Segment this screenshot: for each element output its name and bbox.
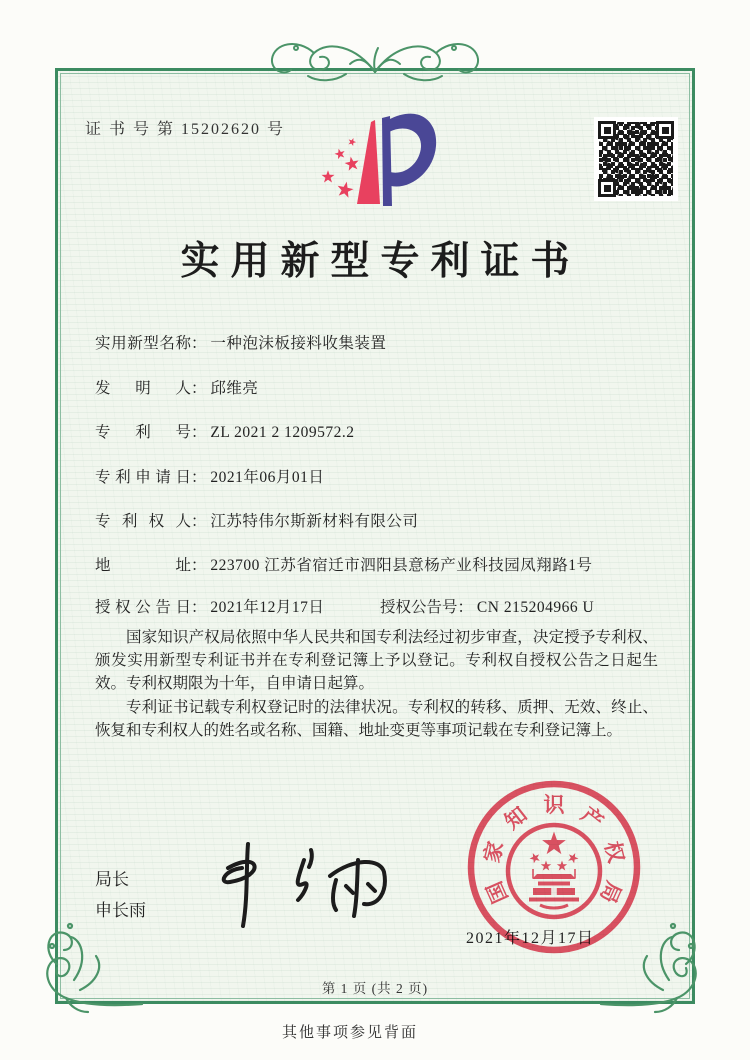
field-value: 一种泡沫板接料收集装置: [210, 335, 387, 352]
field-row: [95, 553, 660, 575]
legal-text: [95, 626, 658, 742]
seal-char: 国: [482, 877, 513, 907]
seal-char: 权: [599, 838, 629, 866]
field-label: 地址: [95, 557, 191, 574]
qr-code: [594, 117, 678, 201]
signer-name: 申长雨: [95, 901, 146, 920]
seal-char: 家: [479, 838, 509, 866]
field-value: CN 215204966 U: [476, 599, 595, 616]
field-row: [95, 420, 660, 442]
field-label: 授权公告日: [95, 599, 191, 616]
cnipa-round-seal-icon: [466, 779, 642, 955]
qr-pattern: [599, 122, 673, 196]
seal-char: 知: [500, 802, 532, 835]
seal-char: 局: [595, 877, 626, 907]
field-colon: ：: [191, 335, 207, 352]
certificate-title: 实用新型专利证书: [180, 240, 581, 283]
signer-title: 局长: [95, 870, 129, 889]
field-row: [95, 509, 660, 531]
certificate-number: 证 书 号 第 15202620 号: [85, 121, 286, 138]
field-value: ZL 2021 2 1209572.2: [210, 424, 355, 441]
field-colon: ：: [191, 513, 207, 530]
field-colon: ：: [191, 380, 207, 397]
field-colon: ：: [457, 599, 474, 616]
field-colon: ：: [191, 557, 207, 574]
page-number: 第 1 页 (共 2 页): [321, 981, 429, 996]
field-colon: ：: [191, 424, 207, 441]
legal-paragraph: 国家知识产权局依照中华人民共和国专利法经过初步审查，决定授予专利权、颁发实用新型专利证书并在专利登记簿上予以登记。专利权自授权公告之日起生效。专利权期限为十年，自申请日起算。: [95, 629, 658, 693]
field-label: 专利权人: [95, 513, 191, 530]
field-value: 邱维亮: [210, 380, 259, 397]
qr-finder-icon: [598, 179, 616, 197]
national-emblem-icon: [508, 825, 600, 917]
field-row: [95, 376, 660, 398]
handwritten-signature-icon: [208, 838, 393, 930]
field-label: 授权公告号: [380, 599, 458, 616]
field-value: 223700 江苏省宿迁市泗阳县意杨产业科技园凤翔路1号: [210, 557, 593, 574]
field-row: [95, 331, 660, 353]
seal-char: 产: [576, 802, 608, 835]
field-label: 发明人: [95, 380, 191, 397]
field-value: 江苏特伟尔斯新材料有限公司: [210, 513, 419, 530]
back-note: 其他事项参见背面: [281, 1025, 418, 1041]
field-label: 专利申请日: [95, 469, 191, 486]
field-row: [95, 595, 660, 617]
field-colon: ：: [191, 469, 207, 486]
field-row: [95, 465, 660, 487]
seal-date: 2021年12月17日: [466, 930, 595, 947]
field-colon: ：: [191, 599, 207, 616]
field-pair-secondary: [380, 595, 594, 617]
cnipa-logo-icon: [298, 104, 453, 216]
signer-block: [95, 864, 146, 926]
seal-char: 识: [543, 793, 565, 817]
legal-paragraph: 专利证书记载专利权登记时的法律状况。专利权的转移、质押、无效、终止、恢复和专利权人的姓名或名称、国籍、地址变更等事项记载在专利登记簿上。: [95, 698, 658, 739]
qr-finder-icon: [598, 121, 616, 139]
field-value: 2021年12月17日: [210, 599, 325, 616]
field-value: 2021年06月01日: [210, 469, 325, 486]
field-label: 实用新型名称: [95, 335, 191, 352]
qr-finder-icon: [656, 121, 674, 139]
field-label: 专利号: [95, 424, 191, 441]
